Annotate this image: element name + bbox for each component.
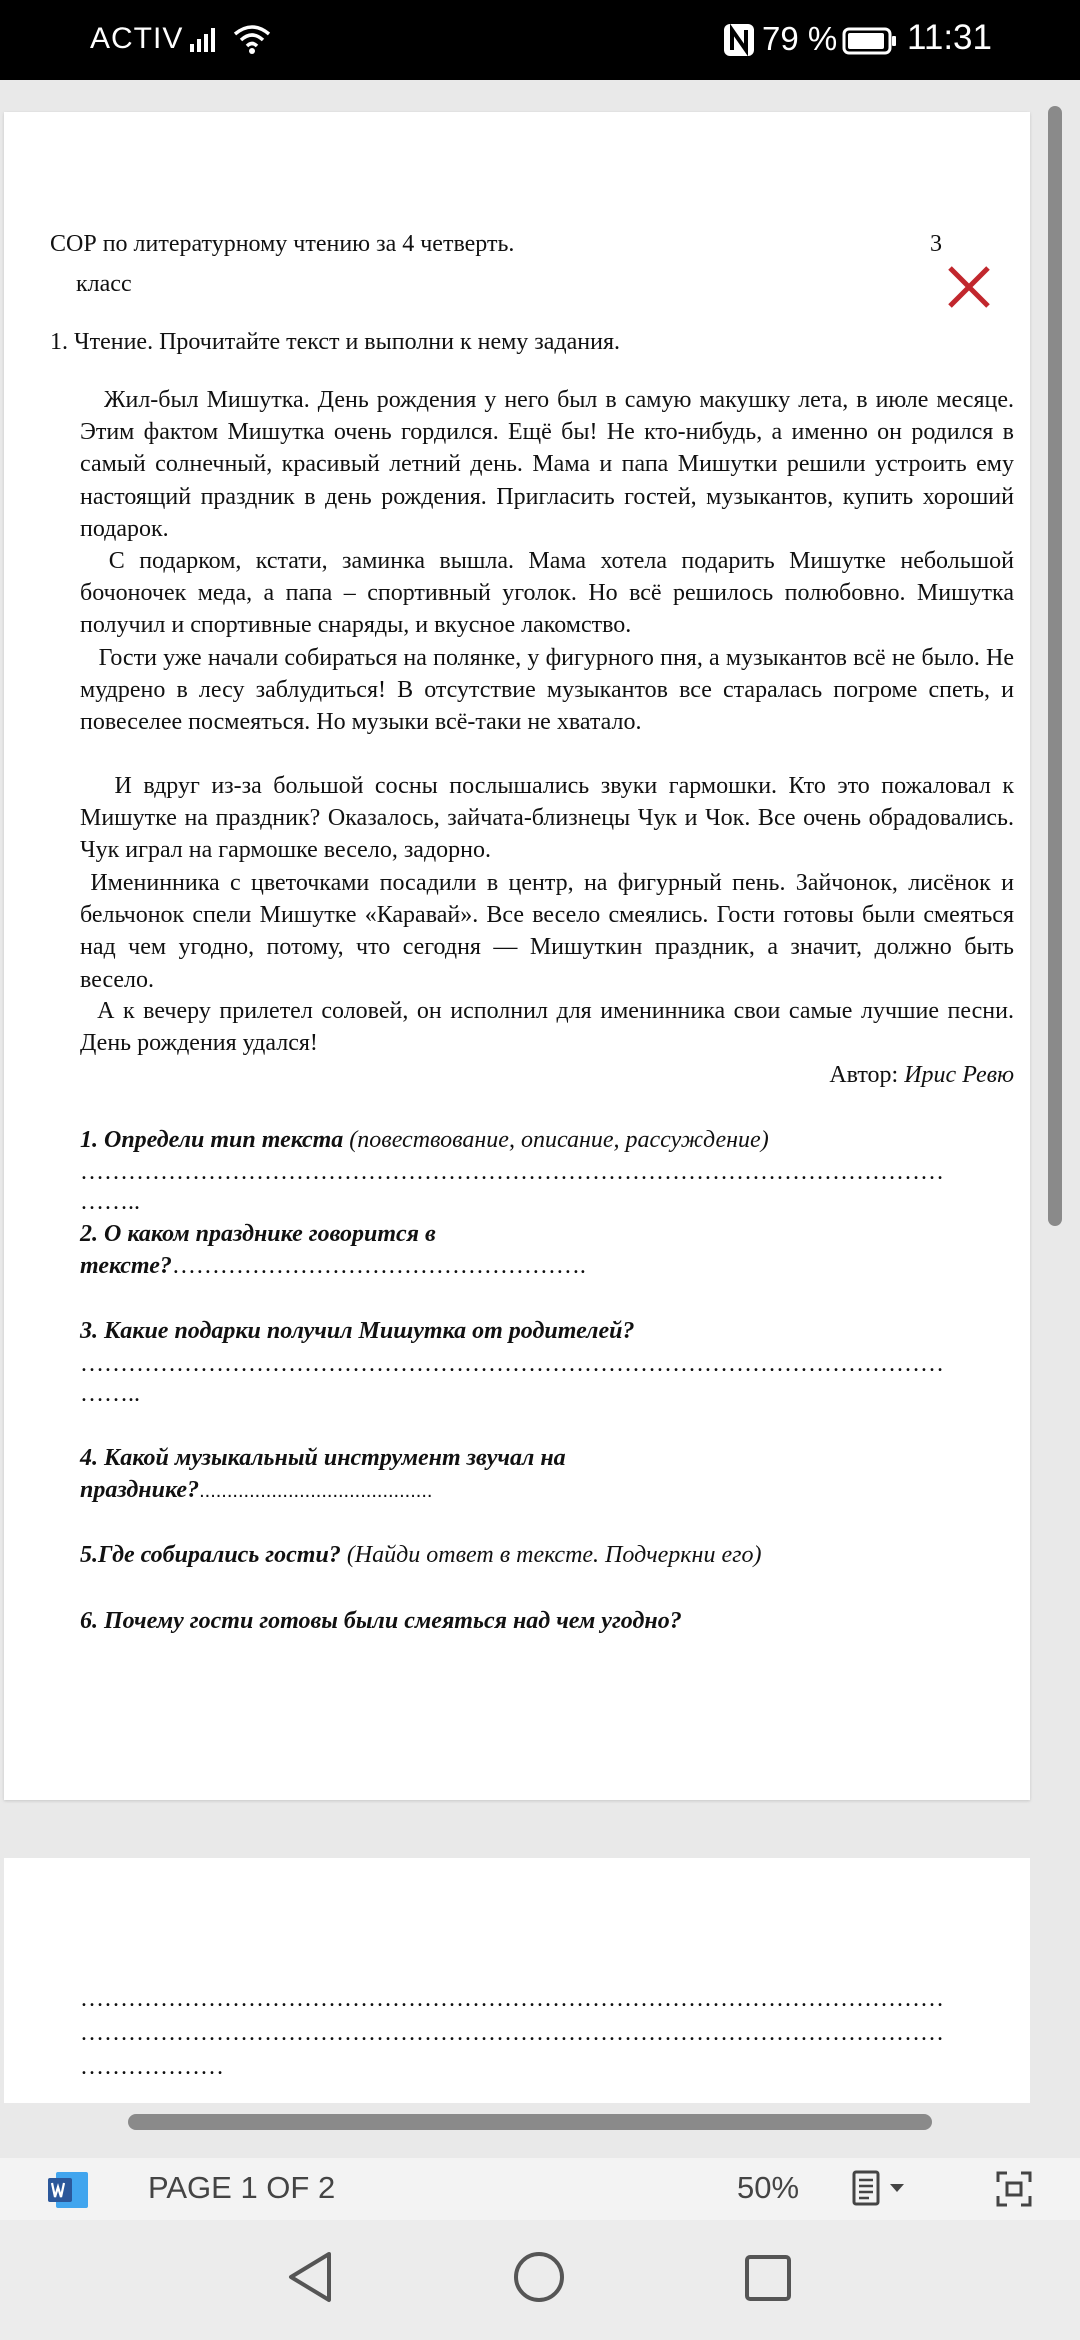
- header-grade-number: 3: [930, 231, 942, 257]
- question-5-hint: (Найди ответ в тексте. Подчеркни его): [340, 1542, 762, 1568]
- word-app-icon[interactable]: [46, 2170, 90, 2210]
- back-icon[interactable]: [285, 2250, 335, 2304]
- answer-line-2[interactable]: …………………………………………….: [171, 1253, 586, 1279]
- page2-answer-line-3: ………………: [80, 2054, 224, 2080]
- page2-answer-line-1[interactable]: ………………………………………………………………………………………………: [80, 1986, 944, 2012]
- recent-apps-icon[interactable]: [744, 2254, 792, 2302]
- question-4-text: празднике?: [80, 1477, 200, 1503]
- text-paragraph-3: Гости уже начали собираться на полянке, у фигурного пня, а музыкантов всё не было. Не мудрено в лесу заблудиться! В отсутствие музыкантов все старалась погроме спеть, и повеселее посмеяться. Но музыки всё-таки не хватало.: [80, 645, 1014, 736]
- question-1-text: 1. Определи тип текста: [80, 1127, 344, 1153]
- question-1: [80, 1124, 769, 1156]
- header-title: СОР по литературному чтению за 4 четверть.: [50, 231, 515, 257]
- text-paragraph-2: С подарком, кстати, заминка вышла. Мама хотела подарить Мишутке небольшой бочоночек меда, а папа – спортивный уголок. Но всё решилось полюбовно. Мишутка получил и спортивные снаряды, и вкусное лакомство.: [80, 548, 1014, 639]
- question-2-text: тексте?: [80, 1253, 172, 1279]
- question-1-hint: (повествование, описание, рассуждение): [343, 1127, 769, 1153]
- fullscreen-icon[interactable]: [995, 2170, 1033, 2208]
- answer-line-1[interactable]: ………………………………………………………………………………………………: [80, 1159, 944, 1185]
- text-paragraph-1: Жил-был Мишутка. День рождения у него был в самую макушку лета, в июле месяце. Этим фактом Мишутка очень гордился. Ещё бы! Не кто-нибудь, а именно он родился в самый солнечный, красивый летний день. Мама и папа Мишутки решили устроить ему настоящий праздник в день рождения. Пригласить гостей, музыкантов, купить хороший подарок.: [80, 387, 1014, 542]
- answer-line-3-end: ……..: [80, 1381, 140, 1407]
- question-6: 6. Почему гости готовы были смеяться над чем угодно?: [80, 1608, 682, 1634]
- answer-line-3[interactable]: ………………………………………………………………………………………………: [80, 1351, 944, 1377]
- page-indicator: PAGE 1 OF 2: [148, 2170, 336, 2205]
- question-5: [80, 1539, 761, 1571]
- battery-percent: 79 %: [762, 20, 838, 57]
- wifi-icon: [232, 22, 272, 56]
- text-paragraph-6: А к вечеру прилетел соловей, он исполнил для именинника свои самые лучшие песни. День рождения удался!: [80, 998, 1014, 1057]
- nfc-icon: [722, 22, 756, 58]
- text-paragraph-5: Именинника с цветочками посадили в центр, на фигурный пень. Зайчонок, лисёнок и бельчонок спели Мишутке «Каравай». Все весело смеялись. Гости готовы были смеяться над чем угодно, потому, что сегодня — Мишуткин праздник, а значит, должно быть весело.: [80, 870, 1014, 993]
- battery-icon: [842, 26, 898, 56]
- document-toolbar: [0, 2158, 1080, 2220]
- navigation-bar: [0, 2220, 1080, 2340]
- document-page-1[interactable]: [4, 112, 1030, 1800]
- home-icon[interactable]: [512, 2250, 566, 2304]
- carrier-label: ACTIV: [90, 22, 184, 55]
- answer-line-4[interactable]: ..........................................: [199, 1480, 433, 1502]
- question-3: 3. Какие подарки получил Мишутка от родителей?: [80, 1318, 635, 1344]
- horizontal-scrollbar[interactable]: [128, 2114, 932, 2130]
- header-grade-word: класс: [76, 271, 132, 297]
- question-4-line-1: 4. Какой музыкальный инструмент звучал на: [80, 1445, 566, 1471]
- text-paragraph-4: И вдруг из-за большой сосны послышались звуки гармошки. Кто это пожаловал к Мишутке на праздник? Оказалось, зайчата-близнецы Чук и Чок. Все очень обрадовались. Чук играл на гармошке весело, задорно.: [80, 773, 1014, 864]
- close-icon[interactable]: [944, 262, 994, 312]
- view-mode-icon[interactable]: [852, 2170, 922, 2208]
- vertical-scrollbar[interactable]: [1048, 106, 1062, 1226]
- author-name: Ирис Ревю: [904, 1062, 1014, 1088]
- page2-answer-line-2[interactable]: ………………………………………………………………………………………………: [80, 2020, 944, 2046]
- document-page-2[interactable]: [4, 1858, 1030, 2103]
- status-bar: [0, 0, 1080, 80]
- signal-icon: [188, 24, 222, 54]
- answer-line-1-end: ……..: [80, 1189, 140, 1215]
- zoom-level[interactable]: 50%: [737, 2170, 800, 2205]
- question-2-line-2: [80, 1250, 586, 1282]
- question-5-text: 5.Где собирались гости?: [80, 1542, 341, 1568]
- author-prefix: Автор:: [829, 1062, 905, 1088]
- question-4-line-2: [80, 1474, 432, 1507]
- section-title: 1. Чтение. Прочитайте текст и выполни к нему задания.: [50, 329, 621, 355]
- question-2-line-1: 2. О каком празднике говорится в: [80, 1221, 436, 1247]
- author-line: [829, 1059, 1014, 1091]
- clock: 11:31: [907, 18, 992, 57]
